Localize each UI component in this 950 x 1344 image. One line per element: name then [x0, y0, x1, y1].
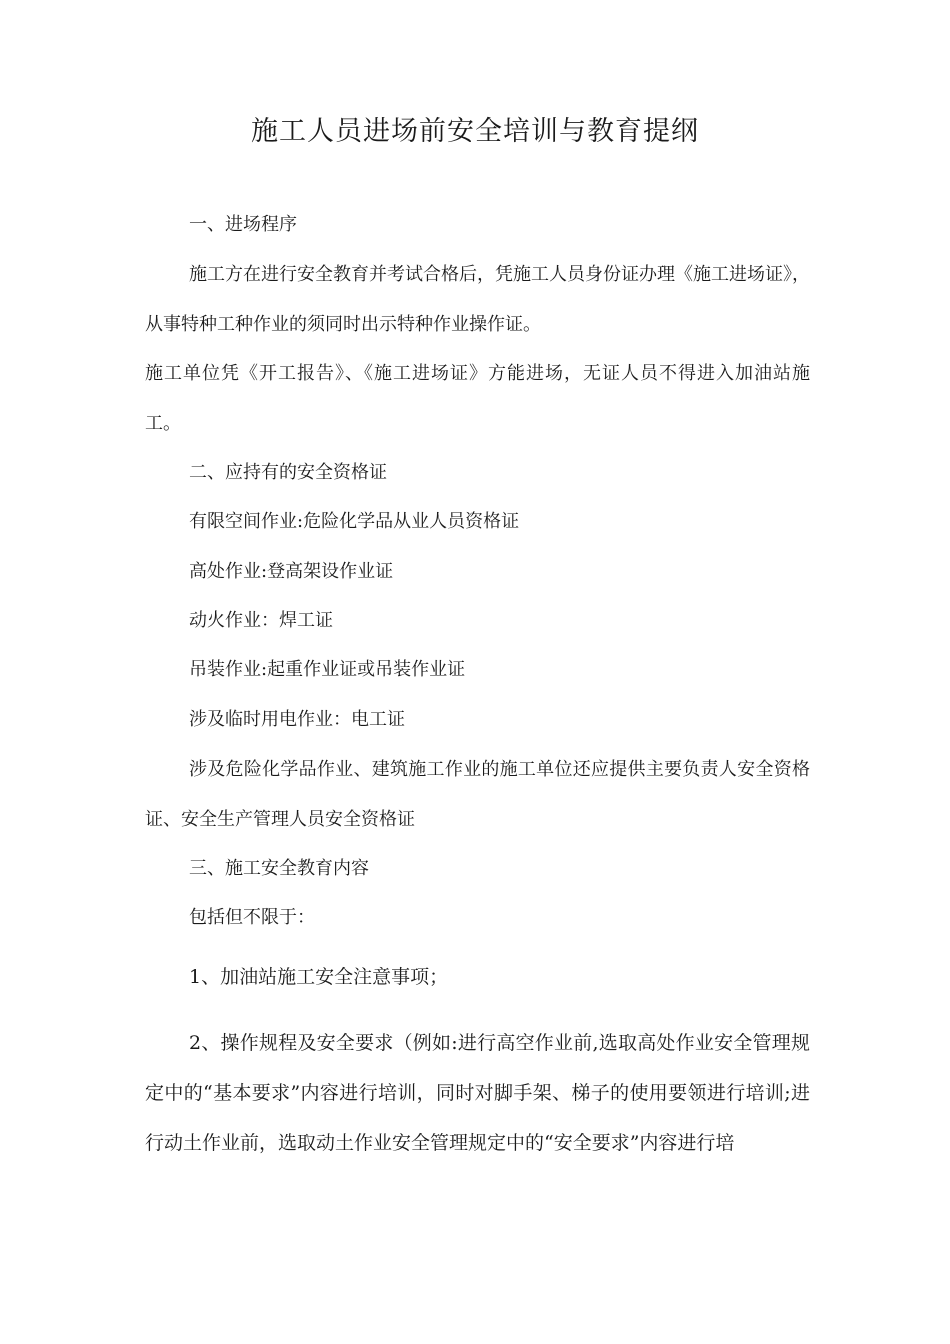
paragraph-entry-permit: 施工方在进行安全教育并考试合格后，凭施工人员身份证办理《施工进场证》，从事特种工种作业的须同时出示特种作业操作证。 — [145, 264, 810, 335]
list-item-height-work: 高处作业:登高架设作业证 — [189, 561, 394, 582]
list-item-lifting: 吊装作业:起重作业证或吊装作业证 — [189, 659, 466, 680]
paragraph-start-report: 施工单位凭《开工报告》、《施工进场证》方能进场，无证人员不得进入加油站施工。 — [145, 363, 810, 434]
list-item-2: 2、操作规程及安全要求（例如:进行高空作业前,选取高处作业安全管理规定中的“基本要求”内容进行培训，同时对脚手架、梯子的使用要领进行培训;进行动土作业前，选取动土作业安全管理规定中的“安全要求”内容进行培 — [145, 1032, 810, 1154]
document-title: 施工人员进场前安全培训与教育提纲 — [251, 116, 699, 147]
list-item-1: 1、加油站施工安全注意事项； — [189, 966, 449, 988]
paragraph-hazardous-chemicals: 涉及危险化学品作业、建筑施工作业的施工单位还应提供主要负责人安全资格证、安全生产管理人员安全资格证 — [145, 759, 810, 830]
list-item-hot-work: 动火作业：焊工证 — [189, 610, 333, 631]
section-heading-certificates: 二、应持有的安全资格证 — [189, 462, 387, 483]
list-item-confined-space: 有限空间作业:危险化学品从业人员资格证 — [189, 511, 520, 532]
section-heading-entry-procedure: 一、进场程序 — [189, 214, 297, 235]
section-heading-education-content: 三、施工安全教育内容 — [189, 858, 369, 879]
paragraph-including: 包括但不限于： — [189, 907, 315, 928]
list-item-temporary-electricity: 涉及临时用电作业：电工证 — [189, 709, 405, 730]
